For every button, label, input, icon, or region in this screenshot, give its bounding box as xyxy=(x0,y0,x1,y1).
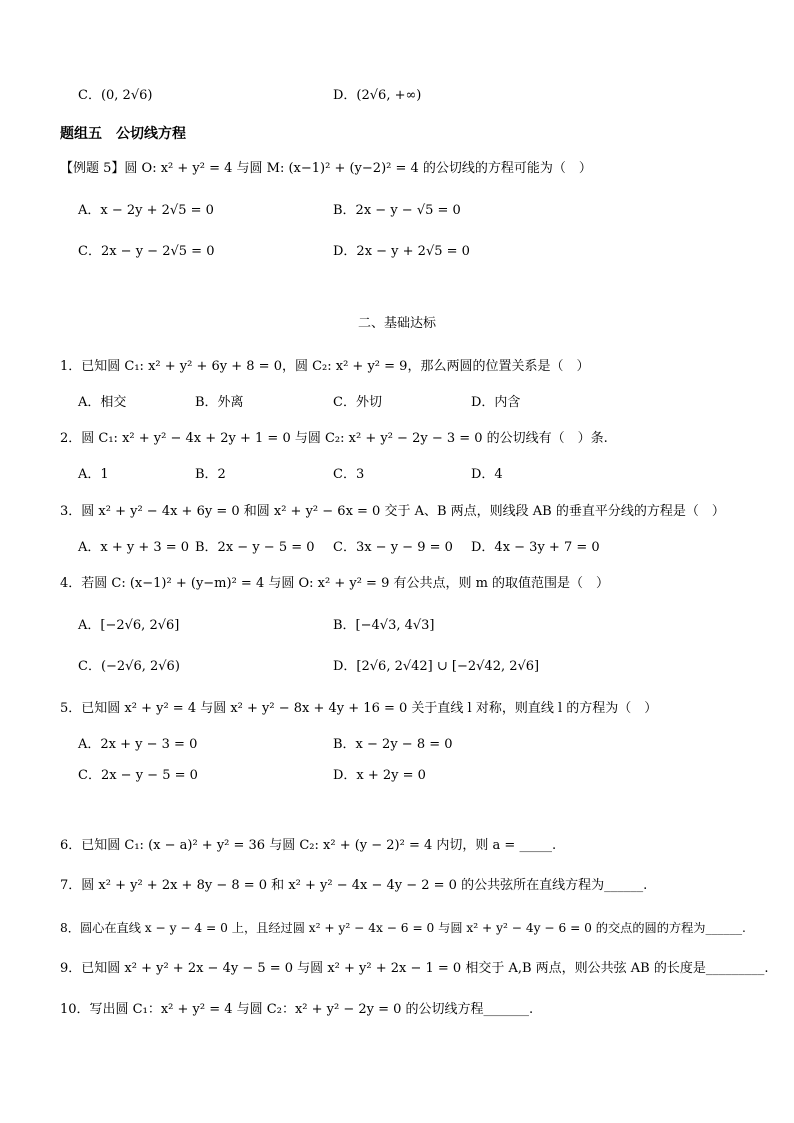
question-4-option-d: D．[2√6, 2√42] ∪ [−2√42, 2√6] xyxy=(333,659,540,674)
group5-heading: 题组五 公切线方程 xyxy=(60,126,186,142)
question-8: 8．圆心在直线 x − y − 4 = 0 上，且经过圆 x² + y² − 4x − 6 = 0 与圆 x² + y² − 4y − 6 = 0 的交点的圆的方程为______. xyxy=(60,921,746,935)
question-6: 6．已知圆 C₁: (x − a)² + y² = 36 与圆 C₂: x² + (y − 2)² = 4 内切，则 a = _____. xyxy=(60,838,557,853)
question-4-option-c: C．(−2√6, 2√6) xyxy=(78,659,180,674)
question-1-option-b: B．外离 xyxy=(195,395,244,410)
question-4-option-a: A．[−2√6, 2√6] xyxy=(78,618,180,633)
question-3-option-d: D．4x − 3y + 7 = 0 xyxy=(471,540,600,555)
prev-option-c: C．(0, 2√6) xyxy=(78,88,153,103)
question-7: 7．圆 x² + y² + 2x + 8y − 8 = 0 和 x² + y² − 4x − 4y − 2 = 0 的公共弦所在直线方程为______. xyxy=(60,878,648,893)
question-1-stem: 1．已知圆 C₁: x² + y² + 6y + 8 = 0，圆 C₂: x² + y² = 9，那么两圆的位置关系是（ ） xyxy=(60,359,590,374)
example5-option-a: A．x − 2y + 2√5 = 0 xyxy=(78,203,214,218)
question-4-option-b: B．[−4√3, 4√3] xyxy=(333,618,435,633)
section-title: 二、基础达标 xyxy=(357,316,436,331)
example5-option-b: B．2x − y − √5 = 0 xyxy=(333,203,461,218)
question-1-option-a: A．相交 xyxy=(78,395,127,410)
question-10: 10．写出圆 C₁：x² + y² = 4 与圆 C₂：x² + y² − 2y = 0 的公切线方程_______. xyxy=(60,1002,534,1017)
example5-stem: 【例题 5】圆 O: x² + y² = 4 与圆 M: (x−1)² + (y−2)² = 4 的公切线的方程可能为（ ） xyxy=(60,161,592,176)
question-2-option-b: B．2 xyxy=(195,467,226,482)
question-5-option-c: C．2x − y − 5 = 0 xyxy=(78,768,198,783)
question-1-option-d: D．内含 xyxy=(471,395,521,410)
question-5-option-b: B．x − 2y − 8 = 0 xyxy=(333,737,453,752)
prev-option-d: D．(2√6, +∞) xyxy=(333,88,422,103)
question-4-stem: 4．若圆 C: (x−1)² + (y−m)² = 4 与圆 O: x² + y² = 9 有公共点，则 m 的取值范围是（ ） xyxy=(60,576,610,591)
question-3-stem: 3．圆 x² + y² − 4x + 6y = 0 和圆 x² + y² − 6x = 0 交于 A、B 两点，则线段 AB 的垂直平分线的方程是（ ） xyxy=(60,504,725,519)
question-3-option-b: B．2x − y − 5 = 0 xyxy=(195,540,315,555)
question-2-option-a: A．1 xyxy=(78,467,109,482)
question-3-option-a: A．x + y + 3 = 0 xyxy=(78,540,190,555)
question-5-stem: 5．已知圆 x² + y² = 4 与圆 x² + y² − 8x + 4y + 16 = 0 关于直线 l 对称，则直线 l 的方程为（ ） xyxy=(60,701,658,716)
example5-option-c: C．2x − y − 2√5 = 0 xyxy=(78,244,215,259)
question-2-option-d: D．4 xyxy=(471,467,503,482)
question-5-option-a: A．2x + y − 3 = 0 xyxy=(78,737,198,752)
question-2-option-c: C．3 xyxy=(333,467,365,482)
example5-option-d: D．2x − y + 2√5 = 0 xyxy=(333,244,470,259)
question-5-option-d: D．x + 2y = 0 xyxy=(333,768,426,783)
question-2-stem: 2．圆 C₁: x² + y² − 4x + 2y + 1 = 0 与圆 C₂: x² + y² − 2y − 3 = 0 的公切线有（ ）条. xyxy=(60,431,608,446)
question-1-option-c: C．外切 xyxy=(333,395,382,410)
question-3-option-c: C．3x − y − 9 = 0 xyxy=(333,540,453,555)
question-9: 9．已知圆 x² + y² + 2x − 4y − 5 = 0 与圆 x² + y² + 2x − 1 = 0 相交于 A,B 两点，则公共弦 AB 的长度是_________. xyxy=(60,961,769,976)
